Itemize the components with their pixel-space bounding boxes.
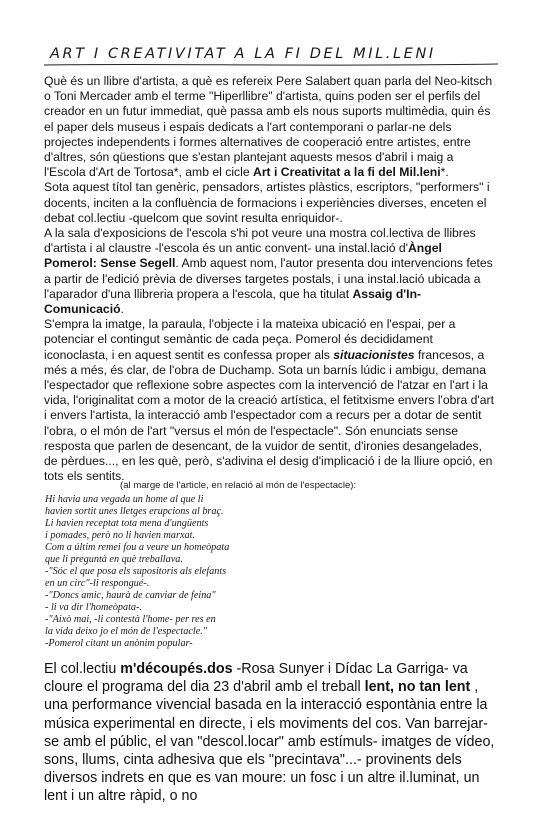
text-run: francesos, a més a més, és clar, de l'obra de Duchamp. Sota un barnís lúdic i ambigu, demana l'espectador que reflexione sobre aspectes com la intervenció de l'atzar en l'art i la vida, l'originalitat com a motor de la creació artística, el fetitxisme envers l'obra d'art i envers l'artista, la interacció amb l'espectador com a recurs per a dotar de sentit l'obra, o el món de l'art "versus el món de l'espectacle". Són enunciats sense resposta que parlen de desencant, de la vuidor de sentit, d'ironies desangelades, de pèrdues..., en les què, però, s'adivina el desig d'implicació i de la lliure opció, en tots els sentits. bbox=[44, 347, 494, 484]
quote-line: - li va dir l'homeòpata-. bbox=[45, 602, 142, 613]
emphasis-text: Àngel Pomerol: Sense Segell bbox=[44, 241, 442, 271]
text-run: enceten el debat col.lectiu -quelcom que sovint resulta enriquidor-. bbox=[44, 195, 487, 225]
text-run: *. bbox=[440, 165, 449, 180]
article-title-text: ART I CREATIVITAT A LA FI DEL MIL.LENI bbox=[50, 46, 436, 62]
text-run: . Amb aquest nom, l'autor presenta dou intervencions fetes a partir de l'edició prèvia de diverses targetes postals, i una instal.lació ubicada a l'aparador d'una llibreria propera a l'escola, que ha titulat bbox=[44, 256, 493, 301]
quote-line: Com a últim remei fou a veure un homeòpata bbox=[45, 542, 230, 553]
emphasis-text: m'découpés.dos bbox=[120, 661, 233, 677]
emphasis-text: Art i Creativitat a la fi del Mil.leni bbox=[253, 165, 441, 180]
emphasis-text: Assaig d'In-Comunicació bbox=[44, 286, 422, 317]
text-run: S'empra la imatge, la paraula, l'objecte i la mateixa ubicació en l'espai, per a potenciar el contingut semàntic de cada peça. Pomerol és decididament iconoclasta, i en aquest sentit es confessa proper als bbox=[44, 317, 456, 362]
quoted-anecdote bbox=[45, 494, 285, 650]
article-body-top bbox=[44, 74, 496, 484]
article-body-bottom bbox=[44, 660, 496, 806]
quote-line: que li preguntà en què treballava. bbox=[45, 554, 183, 565]
quote-line: i pomades, però no li havien marxat. bbox=[45, 530, 195, 541]
paragraph bbox=[44, 74, 496, 180]
quote-line: Li havien receptat tota mena d'ungüents bbox=[45, 518, 209, 529]
paragraph bbox=[44, 180, 496, 226]
quote-line: -"Sóc el que posa els supositoris als elefants bbox=[45, 566, 227, 577]
title-underline bbox=[42, 62, 502, 68]
text-run: El col.lectiu bbox=[44, 661, 121, 677]
text-run: Què és un llibre d'artista, a què es refereix Pere Salabert quan parla del Neo-kitsch o Toni Mercader amb el terme "Hiperllibre" d'artista, quins poden ser el perfils del creador en un futur immediat, què passa amb els nous suports multimèdia, quin és el paper dels museus i espais dedicats a l'art contemporani o parlar-ne dels projectes independents i formes alternatives de cooperació entre artistes, entre d'altres, són qüestions que s'estan plantejant aquests mesos d'abril i maig a l'Escola d'Art de Tortosa*, amb el cicle bbox=[44, 74, 493, 180]
article-title bbox=[42, 44, 502, 72]
text-run: -Rosa Sunyer i Dídac La Garriga- va cloure el programa del dia 23 d'abril amb el treball bbox=[44, 661, 468, 696]
quote-line: Hi havia una vegada un home al que li bbox=[45, 494, 204, 505]
quote-line: -Pomerol citant un anònim popular- bbox=[45, 638, 193, 649]
quote-line: -"Doncs amic, haurà de canviar de feina" bbox=[45, 590, 216, 601]
quote-line: en un circ"-li respongué-. bbox=[45, 578, 150, 589]
emphasis-text: lent, no tan lent bbox=[364, 679, 471, 696]
paragraph bbox=[44, 660, 496, 806]
quote-line: -"Això mai, -li contestà l'home- per res en bbox=[45, 614, 216, 625]
text-run: Sota aquest títol tan genèric, pensadors, artistes plàstics, escriptors, "performers" i docents, inciten a la confluència de formacions i experiències diverses, bbox=[44, 180, 490, 210]
quote-line: havien sortit unes lletges erupcions al braç. bbox=[45, 506, 224, 517]
paragraph bbox=[44, 317, 496, 484]
text-run: A la sala d'exposicions de l'escola s'hi pot veure una mostra col.lectiva de llibres d'artista i al claustre -l'escola és un antic convent- una instal.lació d' bbox=[44, 226, 476, 256]
text-run: . bbox=[120, 302, 124, 317]
emphasis-text: situacionistes bbox=[333, 347, 415, 362]
margin-note: (al marge de l'article, en relació al món de l'espectacle): bbox=[120, 480, 357, 491]
quote-line: la vida deixo jo el món de l'espectacle." bbox=[45, 626, 208, 637]
paragraph bbox=[44, 226, 496, 317]
text-run: , una performance vivencial basada en la interacció espontània entre la música experimental en directe, i els moviments del cos. Van barrejar-se amb el públic, el van "descol.locar" amb estímuls- imatges de vídeo, sons, llums, cinta adhesiva que els "precintava"...- provinents dels diversos indrets en que es van moure: un fosc i un altre il.luminat, un lent i un altre ràpid, o no bbox=[44, 679, 495, 805]
